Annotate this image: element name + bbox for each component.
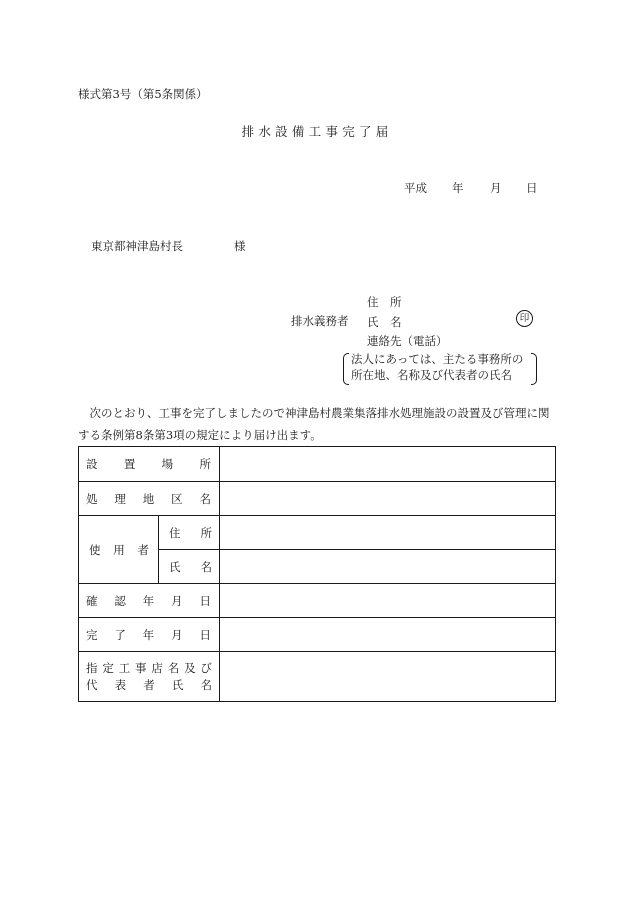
obligor-label: 排水義務者 (291, 314, 349, 328)
document-title: 排 水 設 備 工 事 完 了 届 (241, 124, 389, 139)
label-char: 年 (142, 593, 155, 608)
label-char: 定 (102, 660, 114, 675)
date-year: 年 (452, 181, 464, 195)
left-bracket (343, 353, 349, 385)
label-char: 名 (167, 660, 180, 675)
submission-date (404, 180, 538, 196)
label-char: 及 (184, 660, 196, 675)
label-char: 名 (199, 491, 211, 506)
label-char: 住 (169, 525, 181, 540)
addressee (91, 238, 246, 254)
label-char: 所 (199, 457, 211, 471)
label-char: 日 (199, 627, 211, 642)
row-district (79, 482, 556, 516)
label-char: 区 (171, 491, 183, 506)
label-char: 了 (114, 627, 126, 642)
label-char: 用 (113, 542, 125, 557)
corporate-note-line-2: 所在地、名称及び代表者の氏名 (351, 367, 512, 382)
label-char: 月 (171, 593, 183, 608)
label-char: 名 (200, 559, 212, 574)
seal-mark: 印 (516, 310, 533, 327)
label-char: 者 (143, 677, 155, 692)
name-label: 氏 名 (367, 314, 402, 329)
label-char: 者 (137, 542, 149, 557)
phone-label: 連絡先（電話） (367, 334, 448, 348)
label-char: 設 (86, 457, 98, 471)
label-char: 表 (114, 677, 127, 692)
label-char: 完 (86, 627, 98, 642)
value-complete-date[interactable] (220, 618, 556, 652)
label-char: 氏 (169, 559, 181, 574)
label-char: 処 (86, 491, 98, 506)
label-char: 月 (171, 627, 183, 642)
label-char: 認 (114, 593, 126, 608)
right-bracket (531, 353, 537, 385)
row-user-address (79, 516, 556, 550)
value-confirm-date[interactable] (220, 584, 556, 618)
notification-statement: 次のとおり、工事を完了しましたので神津島村農業集落排水処理施設の設置及び管理に関する条例第8条第3項の規定により届け出ます。 (78, 406, 550, 442)
corporate-note-line-1: 法人にあっては、主たる事務所の (351, 352, 524, 366)
label-char: 指 (86, 660, 98, 675)
addressee-name: 東京都神津島村長 (91, 239, 183, 253)
label-char: 場 (161, 457, 174, 471)
value-user-address[interactable] (220, 516, 556, 550)
label-location (79, 447, 220, 482)
form-number: 様式第3号（第5条関係） (78, 87, 208, 101)
date-day: 日 (526, 181, 538, 195)
row-location (79, 447, 556, 482)
label-char: 使 (89, 542, 101, 557)
label-char: 日 (199, 593, 211, 608)
label-contractor (79, 652, 220, 702)
date-era: 平成 (404, 181, 427, 195)
label-char: 代 (86, 677, 98, 692)
label-char: 確 (86, 593, 98, 608)
label-char: 置 (123, 457, 136, 471)
label-user (79, 516, 159, 584)
label-char: 名 (200, 677, 212, 692)
value-location[interactable] (220, 447, 556, 482)
date-month: 月 (490, 181, 502, 195)
address-label: 住 所 (367, 295, 402, 309)
label-char: び (200, 660, 212, 675)
label-char: 理 (114, 491, 126, 506)
label-user-name (159, 550, 220, 584)
label-district (79, 482, 220, 516)
completion-details-table (78, 446, 556, 702)
label-char: 工 (118, 660, 131, 675)
value-user-name[interactable] (220, 550, 556, 584)
label-char: 所 (200, 525, 212, 540)
label-char: 地 (142, 491, 155, 506)
value-contractor[interactable] (220, 652, 556, 702)
label-complete-date (79, 618, 220, 652)
row-contractor (79, 652, 556, 702)
addressee-honorific: 様 (234, 239, 246, 253)
label-user-address (159, 516, 220, 550)
label-char: 店 (151, 660, 163, 675)
value-district[interactable] (220, 482, 556, 516)
applicant-fields (367, 293, 448, 352)
label-char: 年 (142, 627, 155, 642)
label-char: 氏 (171, 677, 184, 692)
row-confirm-date (79, 584, 556, 618)
label-confirm-date (79, 584, 220, 618)
row-complete-date (79, 618, 556, 652)
label-char: 事 (135, 660, 147, 675)
